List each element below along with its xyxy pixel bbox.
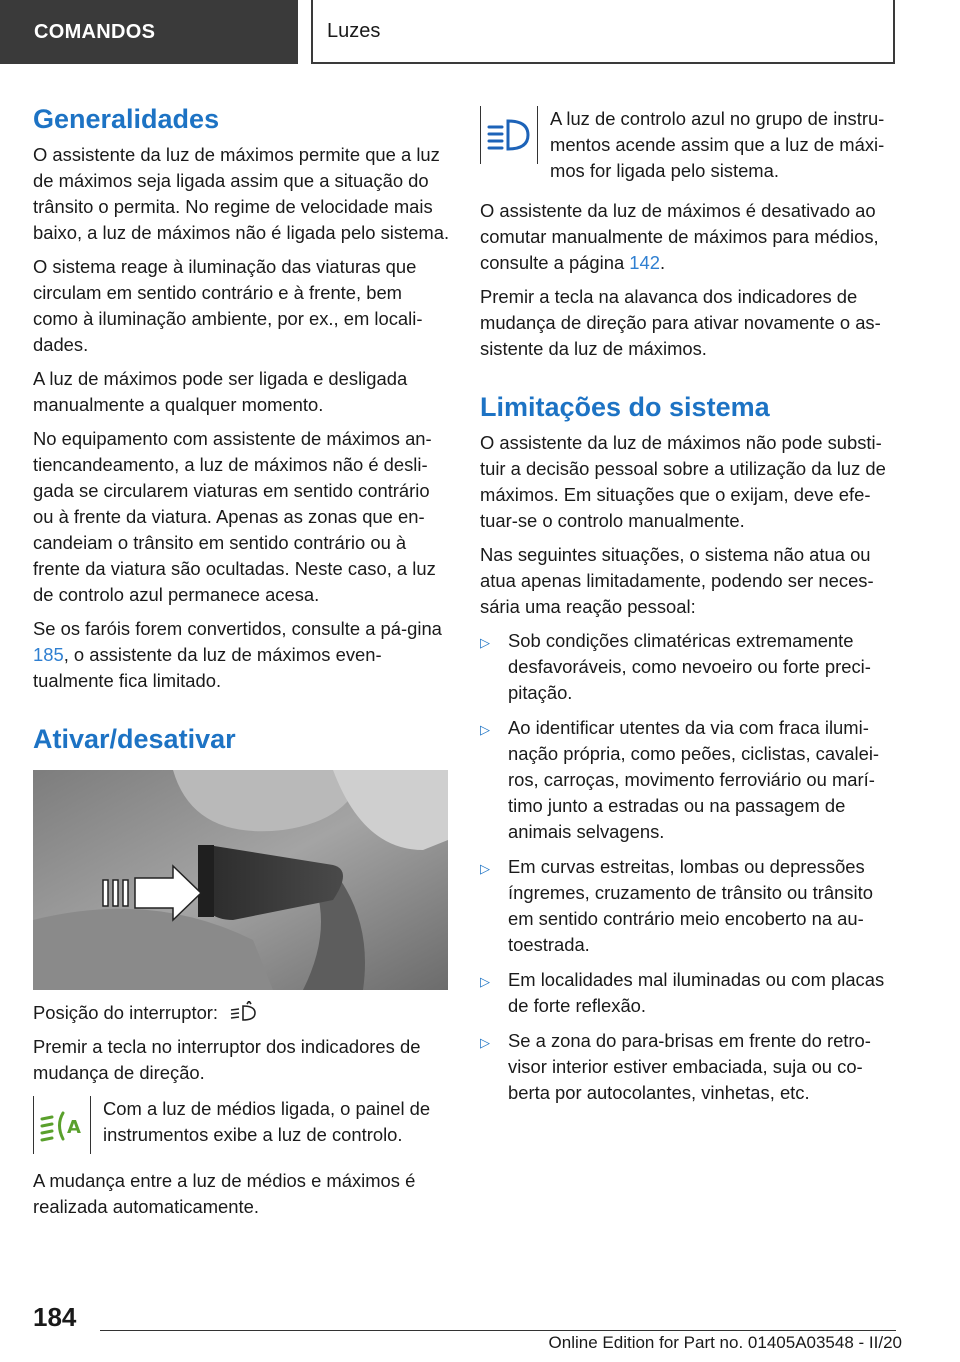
paragraph [33,1000,451,1026]
indicator-note-text: Com a luz de médios ligada, o painel de instrumentos exibe a luz de controlo. [103,1098,431,1145]
icon-frame [33,1096,91,1154]
paragraph: O assistente da luz de máximos não pode substi‐tuir a decisão pessoal sobre a utilização da luz de máximos. Em situações que o exijam, deve efe‐tuar-se o controlo manualmente. [480,432,886,531]
text-run: . [659,252,666,273]
list-item-text: Em localidades mal iluminadas ou com placas de forte reflexão. [508,969,885,1016]
indicator-note [33,1096,451,1154]
paragraph: Premir a tecla na alavanca dos indicadores de mudança de direção para ativar novamente o as‐sistente da luz de máximos. [480,286,881,359]
heading-generalidades: Generalidades [33,104,220,134]
chapter-header [311,0,895,64]
limitations-list [480,628,898,1106]
paragraph: A luz de máximos pode ser ligada e desligada manualmente a qualquer momento. [33,368,408,415]
page-number: 184 [33,1302,77,1332]
list-item-text: Se a zona do para-brisas em frente do retro‐visor interior estiver embaciada, suja ou co‐berta por autocolantes, vinhetas, etc. [508,1030,871,1103]
paragraph: O sistema reage à iluminação das viaturas que circulam em sentido contrário e à frente, bem como à iluminação ambiente, por ex., em locali‐dades. [33,256,423,355]
paragraph: O assistente da luz de máximos permite que a luz de máximos seja ligada assim que a situação do trânsito o permita. No regime de velocidade mais baixo, a luz de máximos não é ligada pelo sistema. [33,144,450,243]
right-column [480,104,898,1115]
triangle-bullet-icon: ▷ [480,1035,490,1050]
list-item [480,1028,898,1106]
text-run: Se os faróis forem convertidos, consulte a pá‐gina [33,618,442,639]
triangle-bullet-icon: ▷ [480,635,490,650]
triangle-bullet-icon: ▷ [480,974,490,989]
list-item [480,854,898,958]
svg-text:A: A [67,1117,81,1138]
chapter-title: Luzes [327,19,381,42]
heading-ativar-desativar: Ativar/desativar [33,724,236,754]
text-run: , o assistente da luz de máximos even‐tualmente fica limitado. [33,644,382,691]
high-beam-assist-switch-icon [229,1001,259,1023]
section-title: COMANDOS [34,20,156,43]
footer-divider [100,1330,896,1331]
blue-highbeam-indicator-icon [486,115,532,155]
list-item [480,628,898,706]
list-item [480,715,898,845]
list-item-text: Em curvas estreitas, lombas ou depressões íngremes, cruzamento de trânsito ou trânsito em sentido contrário meio encoberto na au‐toestrada. [508,856,873,955]
paragraph: Premir a tecla no interruptor dos indicadores de mudança de direção. [33,1036,421,1083]
paragraph: A mudança entre a luz de médios e máximos é realizada automaticamente. [33,1170,416,1217]
green-auto-lowbeam-indicator-icon [39,1105,85,1145]
paragraph [480,198,898,276]
list-item [480,967,898,1019]
icon-frame [480,106,538,164]
indicator-note-text: A luz de controlo azul no grupo de instru‐mentos acende assim que a luz de máxi‐mos for ligada pelo sistema. [550,108,885,181]
paragraph: No equipamento com assistente de máximos an‐tiencandeamento, a luz de máximos não é desli‐gada se circularem viaturas em sentido contrário ou à frente da viatura. Apenas as zonas que en‐candeiam o trânsito em sentido contrário ou à frente da viatura são ocultadas. Neste caso, a luz de controlo azul permanece acesa. [33,428,436,605]
triangle-bullet-icon: ▷ [480,722,490,737]
list-item-text: Ao identificar utentes da via com fraca ilumi‐nação própria, como peões, ciclistas, cavalei‐ros, carroças, movimento ferroviário ou marí‐timo junto a estradas ou na passagem de animais selvagens. [508,717,880,842]
text-run: O assistente da luz de máximos é desativado ao comutar manualmente de máximos para médios, consulte a página [480,200,879,273]
indicator-note [480,106,898,184]
heading-limitacoes: Limitações do sistema [480,392,770,422]
left-column [33,100,451,1228]
page-link-142[interactable]: 142 [629,252,660,273]
text-run: Posição do interruptor: [33,1002,219,1023]
paragraph: Nas seguintes situações, o sistema não atua ou atua apenas limitadamente, podendo ser neces‐sária uma reação pessoal: [480,544,874,617]
triangle-bullet-icon: ▷ [480,861,490,876]
section-header [0,0,298,64]
list-item-text: Sob condições climatéricas extremamente desfavoráveis, como nevoeiro ou forte preci‐pitação. [508,630,871,703]
paragraph [33,616,451,694]
page-link-185[interactable]: 185 [33,644,64,665]
turn-signal-stalk-photo [33,770,448,990]
edition-footer: Online Edition for Part no. 01405A03548 - II/20 [548,1333,902,1352]
